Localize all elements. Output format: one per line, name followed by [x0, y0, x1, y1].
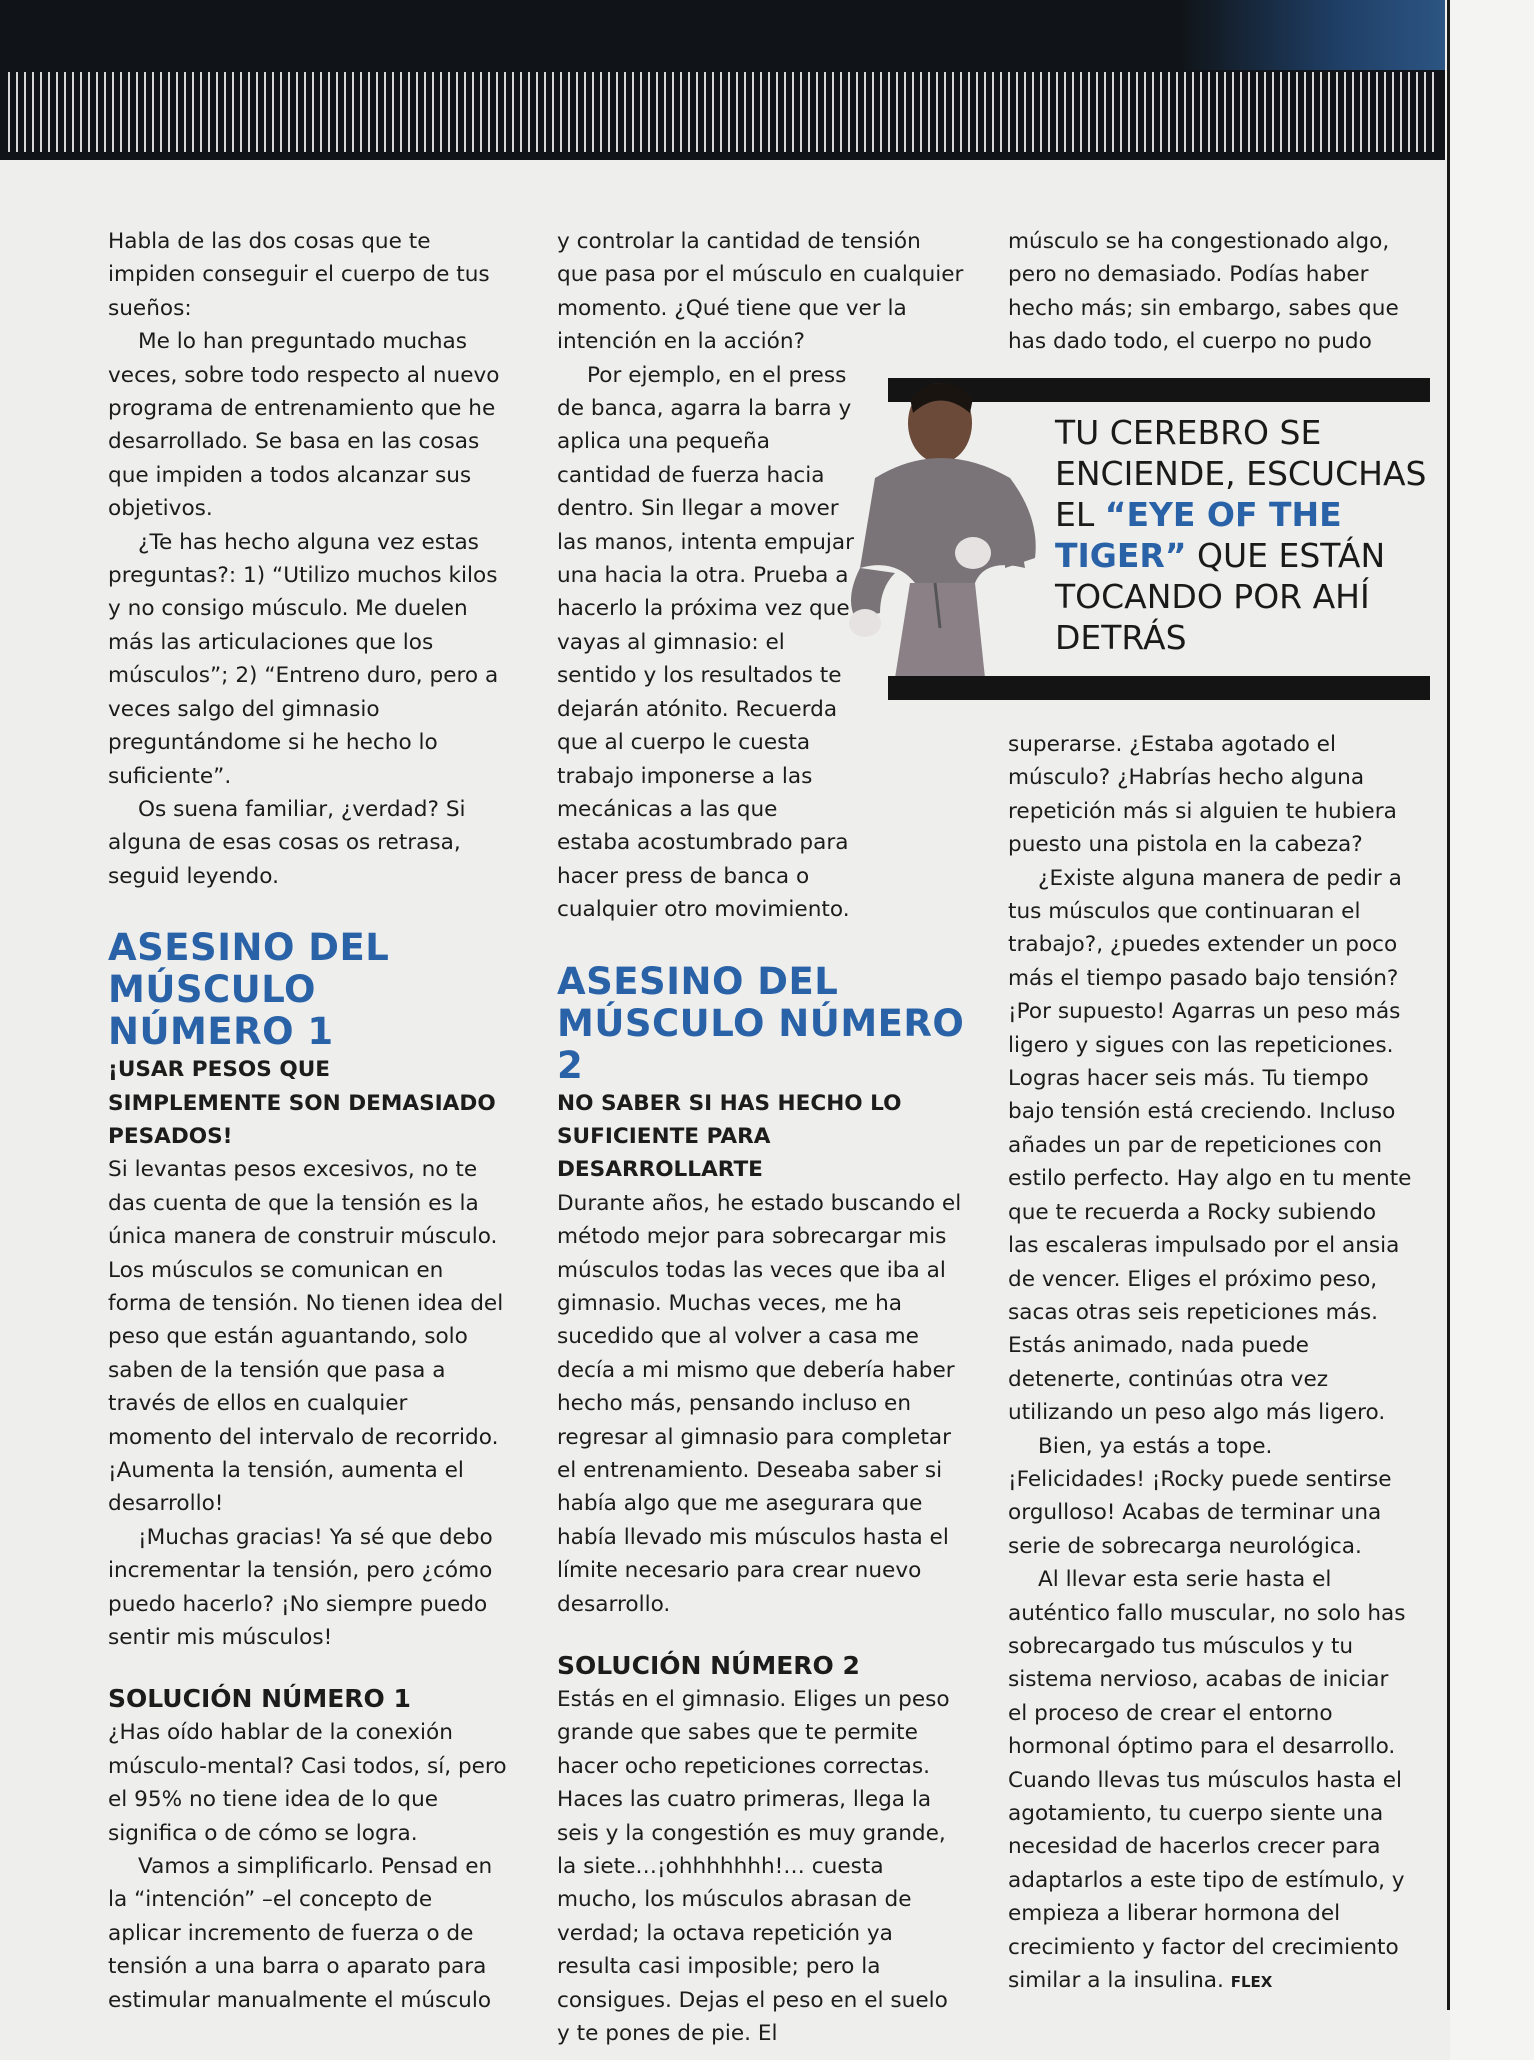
paragraph: Os suena familiar, ¿verdad? Si alguna de esas cosas os retrasa, seguid leyendo. — [108, 796, 466, 889]
paragraph — [1008, 1563, 1413, 1999]
pullquote-text — [1055, 412, 1435, 658]
paragraph: ¿Has oído hablar de la conexión músculo-mental? Casi todos, sí, pero el 95% no tiene idea de lo que significa o de cómo se logra. — [108, 1720, 507, 1846]
section-heading-2: ASESINO DEL MÚSCULO NÚMERO 2 — [557, 959, 965, 1087]
paragraph: Vamos a simplificarlo. Pensad en la “intención” –el concepto de aplicar incremento de fuerza o de tensión a una barra o aparato para estimular manualmente el músculo — [108, 1854, 493, 2013]
header-stripes — [8, 72, 1440, 152]
paragraph: Si levantas pesos excesivos, no te das cuenta de que la tensión es la única manera de construir músculo. Los músculos se comunican en forma de tensión. No tienen idea del peso que están aguantando, solo saben de la tensión que pasa a través de ellos en cualquier momento del intervalo de recorrido. ¡Aumenta la tensión, aumenta el desarrollo! — [108, 1157, 504, 1517]
page-margin — [1450, 0, 1534, 2060]
header-bar — [0, 0, 1445, 160]
header-sky — [1180, 0, 1445, 70]
section-subheading-1: ¡USAR PESOS QUE SIMPLEMENTE SON DEMASIADO PESADOS! — [108, 1057, 496, 1149]
column-1 — [108, 225, 508, 2017]
section-heading-1: ASESINO DEL MÚSCULO NÚMERO 1 — [108, 926, 390, 1054]
end-mark: FLEX — [1230, 1973, 1273, 1992]
paragraph: Por ejemplo, en el press de banca, agarra la barra y aplica una pequeña cantidad de fuerza hacia dentro. Sin llegar a mover las manos, intenta empujar una hacia la otra. Prueba a hacerlo la próxima vez que vayas al gimnasio: el sentido y los resultados te dejarán atónito. Recuerda que al cuerpo le cuesta trabajo imponerse a las mecánicas a las que estaba acostumbrado para hacer press de banca o cualquier otro movimiento. — [557, 362, 854, 923]
paragraph: Me lo han preguntado muchas veces, sobre todo respecto al nuevo programa de entrenamiento que he desarrollado. Se basa en las cosas que impiden a todos alcanzar sus objetivos. — [108, 329, 500, 522]
paragraph: ¿Te has hecho alguna vez estas preguntas?: 1) “Utilizo muchos kilos y no consigo músculo. Me duelen más las articulaciones que los músculos”; 2) “Entreno duro, pero a veces salgo del gimnasio preguntándome si he hecho lo suficiente”. — [108, 529, 499, 789]
solution-heading-2: SOLUCIÓN NÚMERO 2 — [557, 1651, 860, 1681]
intro-text: Habla de las dos cosas que te impiden conseguir el cuerpo de tus sueños: — [108, 229, 490, 321]
paragraph: y controlar la cantidad de tensión que pasa por el músculo en cualquier momento. ¿Qué tiene que ver la intención en la acción? — [557, 229, 964, 355]
paragraph: Estás en el gimnasio. Eliges un peso grande que sabes que te permite hacer ocho repeticiones correctas. Haces las cuatro primeras, llega la seis y la congestión es muy grande, la siete…¡ohhhhhhh!… cuesta mucho, los músculos abrasan de verdad; la octava repetición ya resulta casi imposible; pero la consigues. Dejas el peso en el suelo y te pones de pie. El — [557, 1687, 950, 2047]
paragraph-text: Al llevar esta serie hasta el auténtico fallo muscular, no solo has sobrecargado tus músculos y tu sistema nervioso, acabas de iniciar el proceso de crear el entorno hormonal óptimo para el desarrollo. Cuando llevas tus músculos hasta el agotamiento, tu cuerpo siente una necesidad de hacerlos crecer para adaptarlos a este tipo de estímulo, y empieza a liberar hormona del crecimiento y factor del crecimiento similar a la insulina. — [1008, 1567, 1406, 1994]
paragraph: superarse. ¿Estaba agotado el músculo? ¿Habrías hecho alguna repetición más si alguien te hubiera puesto una pistola en la cabeza? — [1008, 732, 1397, 858]
pullquote-part-1: TU CEREBRO SE ENCIENDE, ESCUCHAS EL — [1055, 413, 1427, 534]
solution-heading-1: SOLUCIÓN NÚMERO 1 — [108, 1684, 411, 1714]
pullquote-part-2: QUE ESTÁN TOCANDO POR AHÍ DETRÁS — [1055, 536, 1386, 657]
paragraph: Durante años, he estado buscando el método mejor para sobrecargar mis músculos todas las veces que iba al gimnasio. Muchas veces, me ha sucedido que al volver a casa me decía a mi mismo que debería haber hecho más, pensando incluso en regresar al gimnasio para completar el entrenamiento. Deseaba saber si había algo que me asegurara que había llevado mis músculos hasta el límite necesario para crear nuevo desarrollo. — [557, 1190, 962, 1617]
runner-photo — [825, 368, 1050, 678]
pullquote-highlight: “EYE OF THE TIGER” — [1055, 495, 1342, 575]
column-3-top — [1008, 225, 1413, 359]
pullquote-bottom-bar — [888, 676, 1430, 700]
paragraph: Bien, ya estás a tope. ¡Felicidades! ¡Rocky puede sentirse orgulloso! Acabas de terminar una serie de sobrecarga neurológica. — [1008, 1433, 1392, 1559]
section-subheading-2: NO SABER SI HAS HECHO LO SUFICIENTE PARA DESARROLLARTE — [557, 1090, 902, 1183]
column-3-bottom — [1008, 728, 1413, 1999]
paragraph: ¡Muchas gracias! Ya sé que debo incrementar la tensión, pero ¿cómo puedo hacerlo? ¡No siempre puedo sentir mis músculos! — [108, 1524, 493, 1651]
paragraph: ¿Existe alguna manera de pedir a tus músculos que continuaran el trabajo?, ¿puedes extender un poco más el tiempo pasado bajo tensión? ¡Por supuesto! Agarras un peso más ligero y sigues con las repeticiones. Logras hacer seis más. Tu tiempo bajo tensión está creciendo. Incluso añades un par de repeticiones con estilo perfecto. Hay algo en tu mente que te recuerda a Rocky subiendo las escaleras impulsado por el ansia de vencer. Eliges el próximo peso, sacas otras seis repeticiones más. Estás animado, nada puede detenerte, continúas otra vez utilizando un peso algo más ligero. — [1008, 865, 1412, 1426]
paragraph: músculo se ha congestionado algo, pero no demasiado. Podías haber hecho más; sin embargo, sabes que has dado todo, el cuerpo no pudo — [1008, 229, 1399, 355]
